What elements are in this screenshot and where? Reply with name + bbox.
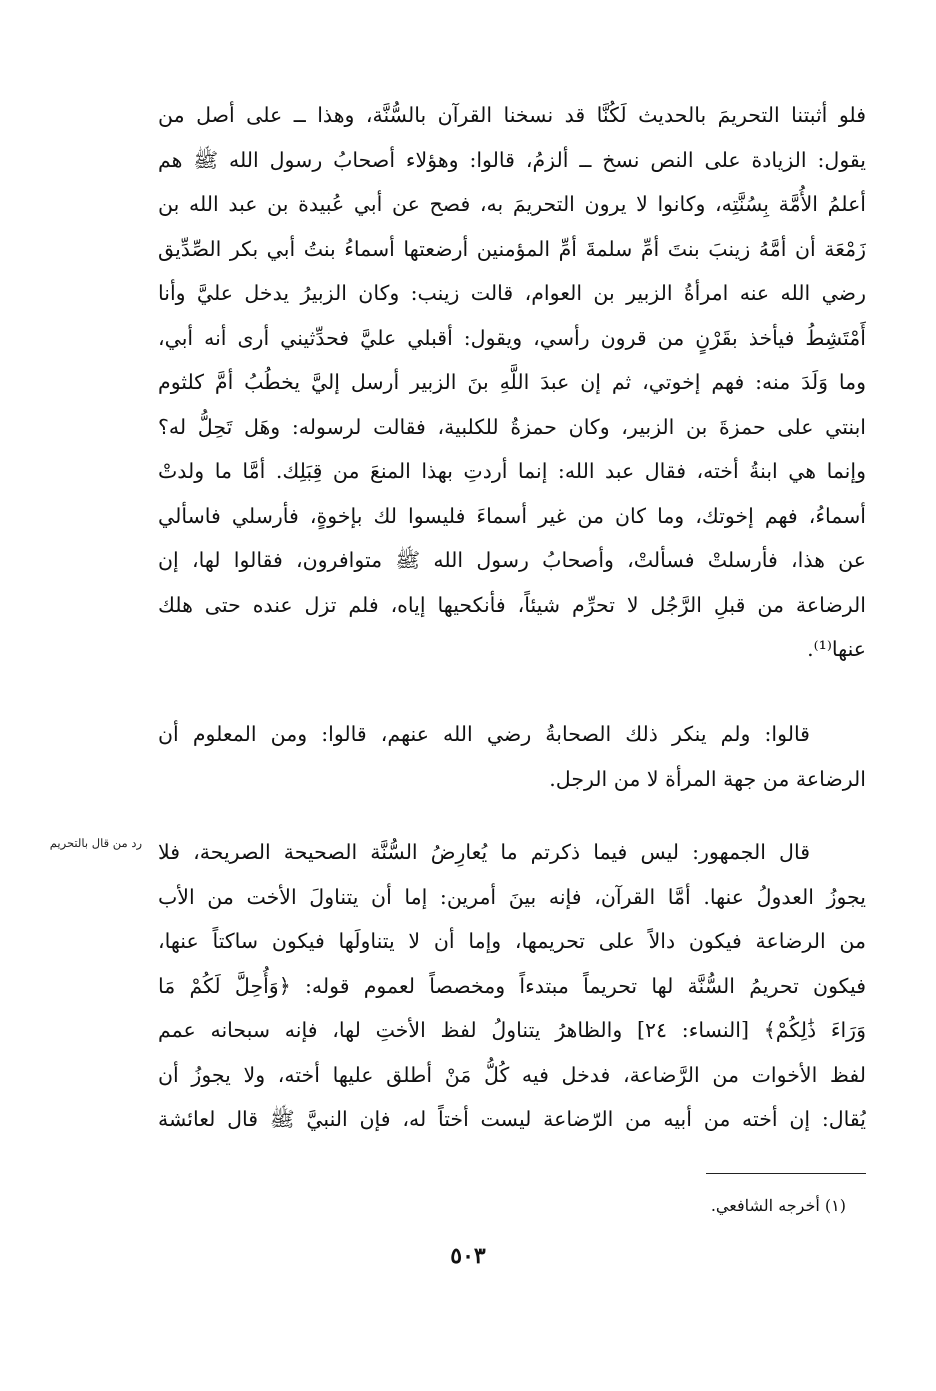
text-line: الرضاعة من جهة المرأة لا من الرجل. — [549, 766, 866, 791]
text-line: وإنما هي ابنةُ أخته، فقال عبد الله: إنما أردتِ بهذا المنعَ من قِبَلِك. أمَّا ما ولدتْ — [158, 459, 866, 483]
text-line: يجوزُ العدولُ عنها. أمَّا القرآن، فإنه بينَ أمرين: إما أن يتناولَ الأخت من الأب — [158, 884, 866, 909]
text-line: رضي الله عنه امرأةُ الزبير بن العوام، قالت زينب: وكان الزبيرُ يدخل عليَّ وأنا — [158, 281, 866, 305]
paragraph-2 — [158, 712, 866, 801]
text-line: الرضاعة من قبلِ الرَّجُل لا تحرِّم شيئاً، فأنكحيها إياه، فلم تزل عنده حتى هلك — [158, 592, 866, 617]
text-line: أعلمُ الأُمَّة بِسُنَّتِه، وكانوا لا يرون التحريمَ به، فصح عن أبي عُبيدة بن عبد الله بن — [158, 192, 866, 216]
text-line: يُقال: إن أخته من أبيه من الرّضاعة ليست أختاً له، فإن النبيَّ ﷺ قال لعائشة — [158, 1107, 866, 1131]
text-line: قال الجمهور: ليس فيما ذكرتم ما يُعارِضُ السُّنَّة الصحيحة الصريحة، فلا — [158, 840, 810, 864]
paragraph-3 — [158, 830, 866, 1142]
text-line: فلو أثبتنا التحريمَ بالحديث لَكُنَّا قد نسخنا القرآن بالسُّنَّة، وهذا ــ على أصل من — [158, 103, 866, 127]
footnote: (١) أخرجه الشافعي. — [710, 1196, 846, 1215]
text-line: ابنتي على حمزةَ بن الزبير، وكان حمزةُ للكلبية، فقالت لرسوله: وهَل تَحِلُّ له؟ — [158, 414, 866, 439]
footnote-divider — [706, 1173, 866, 1174]
text-line: عن هذا، فأرسلتْ فسألتْ، وأصحابُ رسول الله ﷺ متوافرون، فقالوا لها، إن — [158, 548, 866, 572]
page-number: ٥٠٣ — [450, 1243, 486, 1269]
text-line: أسماءُ، فهم إخوتك، وما كان من غير أسماءَ فليسوا لك بإخوةٍ، فأرسلي فاسألي — [158, 503, 866, 528]
text-line: عنها⁽¹⁾. — [807, 637, 866, 661]
text-line: قالوا: ولم ينكر ذلك الصحابةُ رضي الله عنهم، قالوا: ومن المعلوم أن — [158, 722, 810, 746]
text-line: يقول: الزيادة على النص نسخ ــ ألزمُ، قالوا: وهؤلاء أصحابُ رسول الله ﷺ هم — [158, 147, 866, 172]
margin-note: رد من قال بالتحريم — [49, 836, 142, 850]
text-line: زَمْعَة أن أمَّهُ زينبَ بنتَ أمِّ سلمةَ أمِّ المؤمنين أرضعتها أسماءُ بنتُ أبي بكر الصِّدِّيق — [158, 236, 866, 261]
text-line: من الرضاعة فيكون دالاً على تحريمها، وإما أن لا يتناولَها فيكون ساكتاً عنها، — [158, 929, 866, 953]
text-line: فيكون تحريمُ السُّنَّة لها تحريماً مبتدءاً ومخصصاً لعموم قوله: ﴿وَأُحِلَّ لَكُمْ مَا — [158, 973, 866, 998]
text-line: لفظ الأخوات من الرَّضاعة، فدخل فيه كُلُّ مَنْ أطلق عليها أخته، ولا يجوزُ أن — [158, 1062, 866, 1087]
paragraph-1 — [158, 93, 866, 672]
text-line: وما وَلَدَ منه: فهم إخوتي، ثم إن عبدَ اللَّهِ بنَ الزبير أرسل إليَّ يخطُبُ أمَّ كلثوم — [158, 370, 866, 394]
text-line: وَرَاءَ ذَٰلِكُمْ﴾ [النساء: ٢٤] والظاهرُ يتناولُ لفظ الأختِ لها، فإنه سبحانه عمم — [158, 1018, 866, 1042]
text-line: أَمْتَشِطُ فيأخذ بقَرْنٍ من قرون رأسي، ويقول: أقبلي عليَّ فحدِّثيني أرى أنه أبي، — [158, 325, 866, 350]
